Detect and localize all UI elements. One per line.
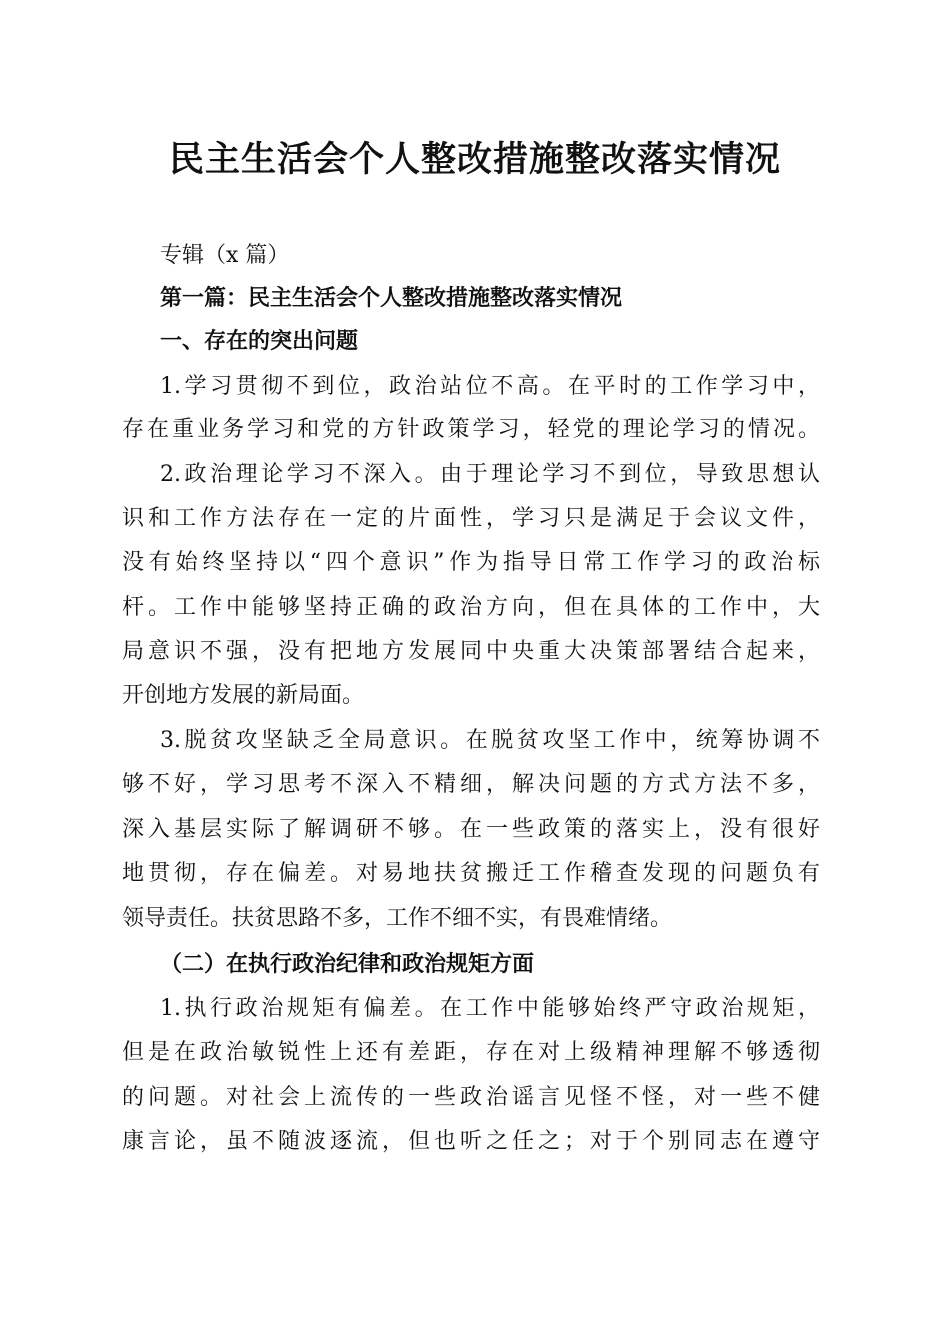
- paragraph-line: 够不好，学习思考不深入不精细，解决问题的方式方法不多，: [122, 772, 820, 797]
- paragraph-line: 领导责任。扶贫思路不多，工作不细不实，有畏难情绪。: [122, 906, 673, 931]
- paragraph-line: 3.脱贫攻坚缺乏全局意识。在脱贫攻坚工作中，统筹协调不: [160, 728, 820, 753]
- paragraph-line: 但是在政治敏锐性上还有差距，存在对上级精神理解不够透彻: [122, 1040, 820, 1065]
- paragraph-line: 康言论，虽不随波逐流，但也听之任之；对于个别同志在遵守: [122, 1129, 820, 1154]
- paragraph-line: 没有始终坚持以“四个意识”作为指导日常工作学习的政治标: [122, 550, 820, 575]
- paragraph-line: 1.学习贯彻不到位，政治站位不高。在平时的工作学习中，: [160, 374, 820, 399]
- subsection-heading: （二）在执行政治纪律和政治规矩方面: [160, 951, 535, 977]
- paragraph-line: 杆。工作中能够坚持正确的政治方向，但在具体的工作中，大: [122, 595, 820, 620]
- paragraph-line: 深入基层实际了解调研不够。在一些政策的落实上，没有很好: [122, 817, 820, 842]
- paragraph-line: 2.政治理论学习不深入。由于理论学习不到位，导致思想认: [160, 462, 820, 487]
- section-heading: 一、存在的突出问题: [160, 329, 359, 354]
- collection-label: 专辑（x 篇）: [160, 243, 290, 268]
- paragraph-line: 局意识不强，没有把地方发展同中央重大决策部署结合起来，: [122, 639, 820, 664]
- paragraph-line: 地贯彻，存在偏差。对易地扶贫搬迁工作稽查发现的问题负有: [122, 861, 820, 886]
- document-title: 民主生活会个人整改措施整改落实情况: [168, 139, 781, 180]
- paragraph-line: 1.执行政治规矩有偏差。在工作中能够始终严守政治规矩，: [160, 996, 820, 1021]
- paragraph-line: 开创地方发展的新局面。: [122, 683, 365, 708]
- paragraph-line: 识和工作方法存在一定的片面性，学习只是满足于会议文件，: [122, 506, 820, 531]
- paragraph-line: 存在重业务学习和党的方针政策学习，轻党的理论学习的情况。: [122, 417, 820, 442]
- article-heading: 第一篇：民主生活会个人整改措施整改落实情况: [160, 285, 623, 311]
- paragraph-line: 的问题。对社会上流传的一些政治谣言见怪不怪，对一些不健: [122, 1085, 820, 1110]
